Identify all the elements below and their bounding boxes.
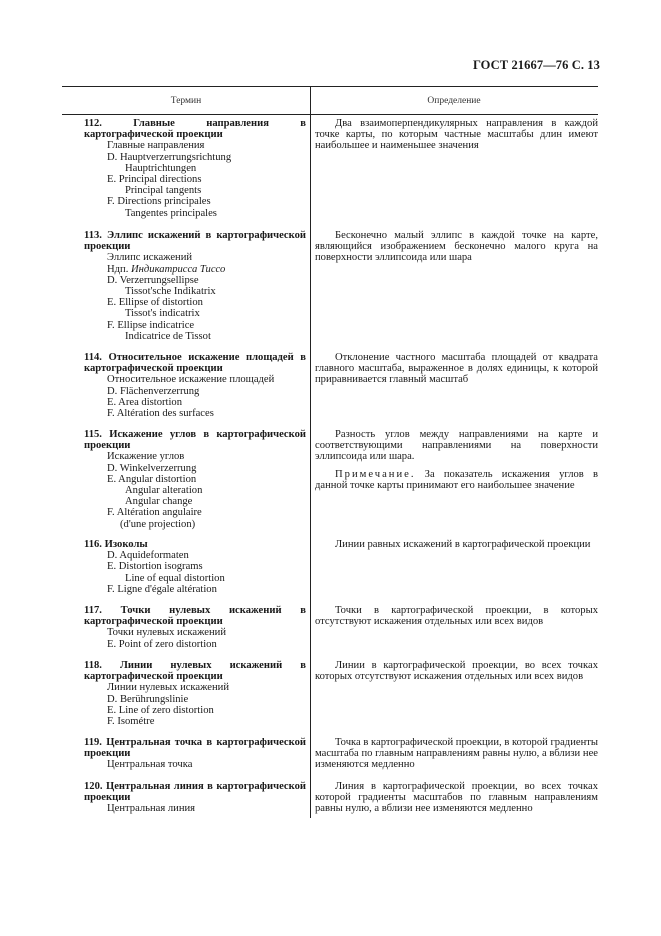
note-text: За показатель искажения углов в данной точке карты принимают его наибольшее значение <box>315 468 598 491</box>
definition-text: Точка в картографической проекции, в которой градиенты масштаба по главным направлениям равны нулю, а вблизи нее изменяются медленно <box>315 737 598 771</box>
term-line: E. Area distortion <box>107 396 183 408</box>
note-label: Примечание. <box>335 468 416 480</box>
definition-text: Два взаимоперпендикулярных направления в каждой точке карты, по которым частные масштабы длин имеют наибольшее и наименьшее значения <box>315 118 598 152</box>
definition-note <box>315 469 598 491</box>
definition-cell <box>315 737 598 771</box>
term-line: D. Berührungslinie <box>107 693 189 705</box>
term-line: Indicatrice de Tissot <box>125 330 211 342</box>
term-line: Line of equal distortion <box>125 572 225 584</box>
term-title: 113. Эллипс искажений в картографической проекции <box>84 230 306 253</box>
definition-cell <box>315 352 598 386</box>
term-title: 118. Линии нулевых искажений в картографической проекции <box>84 660 306 683</box>
term-line: E. Angular distortion <box>107 473 197 485</box>
term-line: F. Isométre <box>107 716 155 728</box>
table-header <box>62 86 598 115</box>
term-line: D. Verzerrungsellipse <box>107 274 199 286</box>
term-line: D. Hauptverzerrungsrichtung <box>107 151 232 163</box>
term-title: 114. Относительное искажение площадей в картографической проекции <box>84 352 306 375</box>
term-line: Tissot's indicatrix <box>125 308 200 320</box>
term-line: F. Altération angulaire <box>107 507 202 519</box>
column-header-definition: Определение <box>427 95 481 106</box>
term-line: Principal tangents <box>125 185 202 197</box>
definition-cell <box>315 429 598 491</box>
term-line: Точки нулевых искажений <box>107 627 226 639</box>
term-title: 117. Точки нулевых искажений в картографической проекции <box>84 605 306 628</box>
term-cell <box>62 352 306 419</box>
term-cell <box>62 660 306 727</box>
term-line: E. Point of zero distortion <box>107 638 217 650</box>
definition-text: Отклонение частного масштаба площадей от квадрата главного масштаба, выраженное в долях единицы, к которой приравнивается главный масштаб <box>315 352 598 386</box>
term-line: Эллипс искажений <box>107 252 193 264</box>
definition-text: Точки в картографической проекции, в которых отсутствуют искажения отдельных или всех видов <box>315 605 598 628</box>
definition-text: Бесконечно малый эллипс в каждой точке на карте, являющийся изображением бесконечно малого круга на поверхности эллипсоида или шара <box>315 230 598 264</box>
term-line: E. Line of zero distortion <box>107 704 214 716</box>
term-title: 119. Центральная точка в картографической проекции <box>84 737 306 760</box>
term-title: 116. Изоколы <box>84 539 148 550</box>
term-line: F. Ligne d'égale altération <box>107 583 217 595</box>
term-line: Angular change <box>125 496 193 508</box>
definition-cell <box>315 230 598 264</box>
definition-cell <box>315 660 598 682</box>
term-line: Hauptrichtungen <box>125 162 197 174</box>
term-line: D. Winkelverzerrung <box>107 462 197 474</box>
term-line: E. Principal directions <box>107 174 202 186</box>
term-line: Центральная точка <box>107 759 193 771</box>
term-line: F. Altération des surfaces <box>107 408 214 420</box>
term-title: 115. Искажение углов в картографической проекции <box>84 429 306 452</box>
definition-cell <box>315 605 598 627</box>
deprecated-label: Ндп. <box>107 263 129 275</box>
term-line: Tangentes principales <box>125 207 217 219</box>
term-line: Angular alteration <box>125 485 203 497</box>
term-cell <box>62 118 306 219</box>
term-line: Tissot'sche Indikatrix <box>125 286 216 298</box>
term-line: Линии нулевых искажений <box>107 682 230 694</box>
term-line: Искажение углов <box>107 451 185 463</box>
column-header-term: Термин <box>170 95 202 106</box>
term-cell <box>62 605 306 650</box>
definition-text: Линия в картографической проекции, во всех точках которой градиенты масштабов по главным направлениям равны нулю, а вблизи нее изменяются медленно <box>315 781 598 815</box>
term-cell <box>62 539 306 595</box>
column-divider <box>310 86 311 818</box>
term-cell <box>62 737 306 771</box>
definition-cell <box>315 118 598 152</box>
definition-text: Линии в картографической проекции, во всех точках которых отсутствуют искажения отдельных или всех видов <box>315 660 598 683</box>
term-title: 112. Главные направления в картографической проекции <box>84 118 306 141</box>
deprecated-term: Индикатрисса Тиссо <box>131 263 226 275</box>
definition-text: Разность углов между направлениями на карте и соответствующими направлениями на поверхности эллипсоида или шара. <box>315 429 598 463</box>
definition-cell <box>315 781 598 815</box>
definition-cell <box>315 539 598 550</box>
page-header: ГОСТ 21667—76 С. 13 <box>472 58 600 72</box>
term-line: Относительное искажение площадей <box>107 374 275 386</box>
term-line <box>62 264 306 275</box>
term-line: Главные направления <box>107 140 205 152</box>
term-line: Центральная линия <box>107 803 196 815</box>
term-cell <box>62 230 306 342</box>
term-line: D. Aquideformaten <box>107 550 189 562</box>
term-line: E. Ellipse of distortion <box>107 297 203 309</box>
term-line: D. Flächenverzerrung <box>107 385 200 397</box>
term-line: (d'une projection) <box>120 518 196 530</box>
term-line: E. Distortion isograms <box>107 561 203 573</box>
definition-text: Линии равных искажений в картографической проекции <box>335 539 591 550</box>
term-line: F. Directions principales <box>107 196 211 208</box>
term-line: F. Ellipse indicatrice <box>107 319 195 331</box>
term-title: 120. Центральная линия в картографической проекции <box>84 781 306 804</box>
term-cell <box>62 781 306 815</box>
term-cell <box>62 429 306 530</box>
